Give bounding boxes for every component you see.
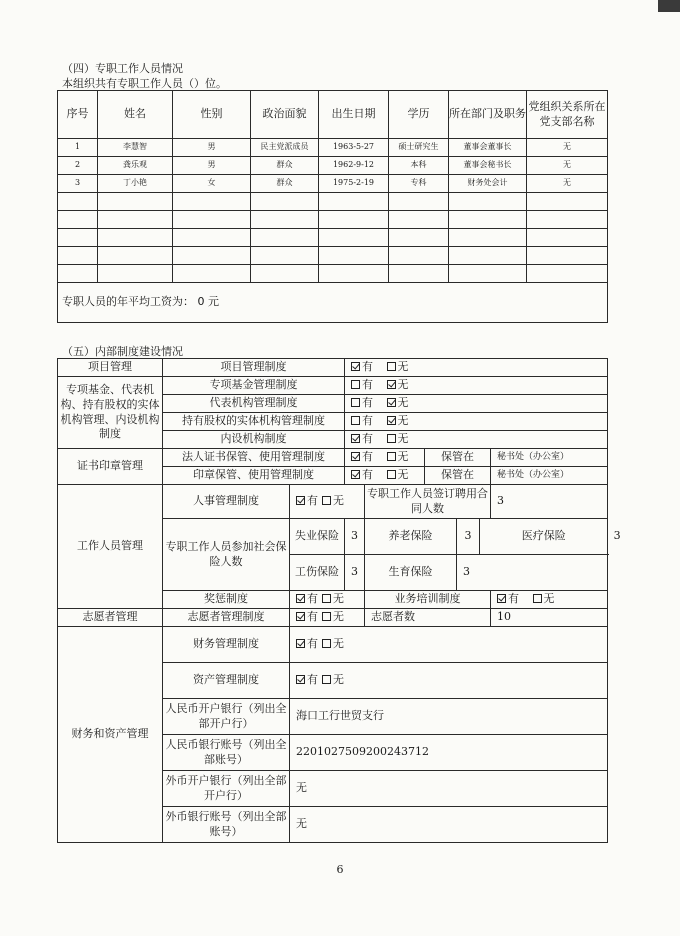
- option-yes[interactable]: 有: [296, 673, 318, 686]
- table-cell: 无: [527, 139, 608, 157]
- yes-no-choice: [345, 413, 608, 431]
- section5-title: （五）内部制度建设情况: [62, 345, 183, 358]
- table-cell: 董事会秘书长: [449, 157, 527, 175]
- table-row: [58, 485, 608, 519]
- table-cell: 本科: [389, 157, 449, 175]
- option-yes[interactable]: 有: [296, 637, 318, 650]
- field-label: 人民币银行账号（列出全部账号）: [163, 735, 290, 771]
- yes-no-choice: [290, 485, 365, 519]
- training-label: 业务培训制度: [365, 591, 491, 609]
- option-no[interactable]: 无: [322, 637, 344, 650]
- system-name: 法人证书保管、使用管理制度: [163, 449, 345, 467]
- row-label: 证书印章管理: [58, 449, 163, 485]
- scan-corner-mark: [658, 0, 680, 12]
- unemployment-count: 3: [345, 519, 365, 555]
- system-name: 人事管理制度: [163, 485, 290, 519]
- checkbox-empty-icon[interactable]: [322, 496, 331, 505]
- insurance-label: 专职工作人员参加社会保险人数: [163, 519, 290, 591]
- pension-count: 3: [457, 519, 480, 555]
- keeper-value: 秘书处（办公室）: [491, 449, 608, 467]
- option-no[interactable]: 无: [322, 494, 344, 507]
- checkbox-checked-icon[interactable]: [351, 362, 360, 371]
- table-cell: 群众: [251, 157, 319, 175]
- unemployment-label: 失业保险: [290, 519, 345, 555]
- table-cell: 无: [527, 175, 608, 193]
- option-yes[interactable]: 有: [351, 378, 373, 391]
- empty-row: [58, 265, 608, 283]
- injury-count: 3: [345, 555, 365, 591]
- system-name: 财务管理制度: [163, 627, 290, 663]
- yes-no-choice: [345, 467, 425, 485]
- maternity-count: 3: [457, 555, 608, 591]
- keeper-value: 秘书处（办公室）: [491, 467, 608, 485]
- contract-count: 3: [491, 485, 608, 519]
- table-cell: 丁小艳: [98, 175, 173, 193]
- empty-row: [58, 193, 608, 211]
- option-no[interactable]: 无: [387, 378, 409, 391]
- maternity-label: 生育保险: [365, 555, 457, 591]
- option-yes[interactable]: 有: [351, 450, 373, 463]
- checkbox-empty-icon[interactable]: [322, 675, 331, 684]
- table-row: [58, 449, 608, 467]
- table-row: [58, 359, 608, 377]
- option-no[interactable]: 无: [387, 396, 409, 409]
- rmb-bank-value: 海口工行世贸支行: [290, 699, 608, 735]
- option-yes[interactable]: 有: [296, 494, 318, 507]
- table-cell: 董事会董事长: [449, 139, 527, 157]
- option-no[interactable]: 无: [322, 610, 344, 623]
- volunteer-count: 10: [491, 609, 608, 627]
- checkbox-empty-icon[interactable]: [533, 594, 542, 603]
- system-name: 代表机构管理制度: [163, 395, 345, 413]
- table-cell: 群众: [251, 175, 319, 193]
- yes-no-choice: [345, 395, 608, 413]
- table-cell: 民主党派成员: [251, 139, 319, 157]
- table-cell: 女: [173, 175, 251, 193]
- checkbox-empty-icon[interactable]: [387, 362, 396, 371]
- checkbox-empty-icon[interactable]: [322, 612, 331, 621]
- option-yes[interactable]: 有: [351, 432, 373, 445]
- checkbox-checked-icon[interactable]: [296, 594, 305, 603]
- section4-subtitle: 本组织共有专职工作人员（）位。: [62, 77, 227, 90]
- checkbox-checked-icon[interactable]: [296, 675, 305, 684]
- table-cell: 硕士研究生: [389, 139, 449, 157]
- row-label: 财务和资产管理: [58, 627, 163, 843]
- empty-row: [58, 211, 608, 229]
- option-no[interactable]: 无: [387, 414, 409, 427]
- option-no[interactable]: 无: [322, 592, 344, 605]
- checkbox-checked-icon[interactable]: [497, 594, 506, 603]
- yes-no-choice: [290, 627, 608, 663]
- empty-row: [58, 247, 608, 265]
- checkbox-checked-icon[interactable]: [351, 434, 360, 443]
- system-name: 专项基金管理制度: [163, 377, 345, 395]
- volunteer-count-label: 志愿者数: [365, 609, 491, 627]
- table-row: [58, 609, 608, 627]
- option-yes[interactable]: 有: [351, 360, 373, 373]
- checkbox-empty-icon[interactable]: [387, 434, 396, 443]
- checkbox-empty-icon[interactable]: [387, 470, 396, 479]
- rmb-account-value: 2201027509200243712: [290, 735, 608, 771]
- system-name: 志愿者管理制度: [163, 609, 290, 627]
- field-label: 外币银行账号（列出全部账号）: [163, 807, 290, 843]
- option-no[interactable]: 无: [533, 592, 555, 605]
- salary-row: [58, 283, 608, 323]
- header-cell: 性别: [173, 91, 251, 139]
- checkbox-empty-icon[interactable]: [351, 380, 360, 389]
- fx-bank-value: 无: [290, 771, 608, 807]
- staff-table-header: [58, 91, 608, 139]
- row-label: 志愿者管理: [58, 609, 163, 627]
- option-no[interactable]: 无: [322, 673, 344, 686]
- table-cell: 1963-5-27: [319, 139, 389, 157]
- yes-no-choice: [290, 663, 608, 699]
- table-row: [58, 627, 608, 663]
- table-row: 专职工作人员参加社会保险人数 失业保险 3 养老保险 3 医疗保险 3: [58, 519, 608, 555]
- header-cell: 序号: [58, 91, 98, 139]
- table-cell: 男: [173, 157, 251, 175]
- system-name: 内设机构制度: [163, 431, 345, 449]
- table-cell: 李慧智: [98, 139, 173, 157]
- table-row: [58, 175, 608, 193]
- table-cell: 1962-9-12: [319, 157, 389, 175]
- table-cell: 龚乐观: [98, 157, 173, 175]
- keeper-label: 保管在: [425, 467, 491, 485]
- system-name: 印章保管、使用管理制度: [163, 467, 345, 485]
- empty-row: [58, 229, 608, 247]
- header-cell: 党组织关系所在党支部名称: [527, 91, 608, 139]
- option-yes[interactable]: 有: [351, 468, 373, 481]
- page-number: 6: [336, 863, 344, 876]
- option-yes[interactable]: 有: [296, 592, 318, 605]
- system-name: 资产管理制度: [163, 663, 290, 699]
- yes-no-choice: [345, 359, 608, 377]
- internal-system-table: [57, 358, 621, 843]
- row-label: 项目管理: [58, 359, 163, 377]
- option-no[interactable]: 无: [387, 360, 409, 373]
- option-no[interactable]: 无: [387, 468, 409, 481]
- fx-account-value: 无: [290, 807, 608, 843]
- yes-no-choice: [290, 591, 365, 609]
- system-name: 奖惩制度: [163, 591, 290, 609]
- checkbox-checked-icon[interactable]: [387, 398, 396, 407]
- row-label: 专项基金、代表机构、持有股权的实体机构管理、内设机构制度: [58, 377, 163, 449]
- table-row: [58, 157, 608, 175]
- keeper-label: 保管在: [425, 449, 491, 467]
- checkbox-checked-icon[interactable]: [387, 380, 396, 389]
- table-row: [58, 377, 608, 395]
- pension-label: 养老保险: [365, 519, 457, 555]
- table-cell: 男: [173, 139, 251, 157]
- system-name: 持有股权的实体机构管理制度: [163, 413, 345, 431]
- checkbox-checked-icon[interactable]: [296, 639, 305, 648]
- option-yes[interactable]: 有: [351, 396, 373, 409]
- system-name: 项目管理制度: [163, 359, 345, 377]
- table-cell: 1: [58, 139, 98, 157]
- staff-table: [57, 90, 608, 323]
- checkbox-checked-icon[interactable]: [387, 416, 396, 425]
- injury-label: 工伤保险: [290, 555, 345, 591]
- checkbox-checked-icon[interactable]: [351, 452, 360, 461]
- table-cell: 财务处会计: [449, 175, 527, 193]
- option-no[interactable]: 无: [387, 432, 409, 445]
- table-cell: 1975-2-19: [319, 175, 389, 193]
- header-cell: 所在部门及职务: [449, 91, 527, 139]
- row-label: 工作人员管理: [58, 485, 163, 609]
- section4-title: （四）专职工作人员情况: [62, 62, 183, 75]
- yes-no-choice: [491, 591, 608, 609]
- yes-no-choice: [290, 609, 365, 627]
- checkbox-checked-icon[interactable]: [296, 612, 305, 621]
- checkbox-empty-icon[interactable]: [351, 416, 360, 425]
- table-cell: 2: [58, 157, 98, 175]
- option-yes[interactable]: 有: [296, 610, 318, 623]
- table-cell: 专科: [389, 175, 449, 193]
- table-cell: 无: [527, 157, 608, 175]
- checkbox-empty-icon[interactable]: [387, 452, 396, 461]
- checkbox-empty-icon[interactable]: [322, 639, 331, 648]
- yes-no-choice: [345, 377, 608, 395]
- checkbox-checked-icon[interactable]: [351, 470, 360, 479]
- header-cell: 姓名: [98, 91, 173, 139]
- yes-no-choice: [345, 431, 608, 449]
- option-no[interactable]: 无: [387, 450, 409, 463]
- table-cell: 3: [58, 175, 98, 193]
- medical-label: 医疗保险: [480, 519, 608, 555]
- checkbox-checked-icon[interactable]: [296, 496, 305, 505]
- table-row: [58, 139, 608, 157]
- yes-no-choice: [345, 449, 425, 467]
- checkbox-empty-icon[interactable]: [322, 594, 331, 603]
- header-cell: 政治面貌: [251, 91, 319, 139]
- option-yes[interactable]: 有: [351, 414, 373, 427]
- field-label: 人民币开户银行（列出全部开户行）: [163, 699, 290, 735]
- checkbox-empty-icon[interactable]: [351, 398, 360, 407]
- contract-label: 专职工作人员签订聘用合同人数: [365, 485, 491, 519]
- average-salary: 专职人员的年平均工资为： 0 元: [58, 283, 608, 323]
- header-cell: 出生日期: [319, 91, 389, 139]
- header-cell: 学历: [389, 91, 449, 139]
- field-label: 外币开户银行（列出全部开户行）: [163, 771, 290, 807]
- option-yes[interactable]: 有: [497, 592, 519, 605]
